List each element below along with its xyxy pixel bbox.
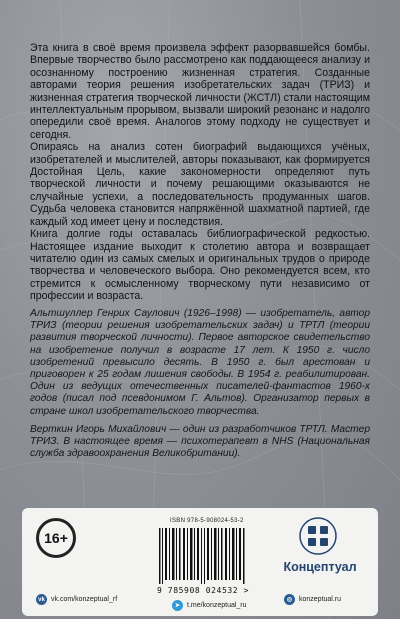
author-bio-altshuller: Альтшуллер Генрих Саулович (1926–1998) — изобретатель, автор ТРИЗ (теории решения изобретательских задач) и ТРТЛ (теории развития творческой личности). Первое авторское свидетельство на изобретение получил в возрасте 17 лет. К 1950 г. число изобретений превысило десять. В 1950 г. был арестован и приговорен к 25 годам лишения свободы. В 1954 г. реабилитирован. Один из ведущих отечественных писателей-фантастов 1960-х годов (писал под псевдонимом Г. Альтов). Организатор первых в стране школ изобретательского творчества. [30, 308, 370, 417]
author-bios [30, 308, 370, 466]
contact-telegram[interactable] [172, 600, 247, 611]
age-rating-badge: 16+ [36, 518, 76, 558]
publisher-name: Концептуал [283, 560, 357, 574]
contact-telegram-label: t.me/konzeptual_ru [187, 602, 247, 609]
telegram-icon: ➤ [172, 600, 183, 611]
globe-icon: ◎ [284, 594, 295, 605]
author-bio-vertkin: Верткин Игорь Михайлович — один из разработчиков ТРТЛ. Мастер ТРИЗ. В настоящее время — психотерапевт в NHS (Национальная служба здравоохранения Великобритании). [30, 423, 370, 460]
description-paragraph: Опираясь на анализ сотен биографий выдающихся учёных, изобретателей и мыслителей, авторы показывают, как формируется Достойная Цель, какие закономерности определяют путь творческой личности и почему решающими оказываются не случайные успехи, а последовательность продуманных шагов. Судьба человека становится напряжённой шахматной партией, где каждый ход имеет цену и последствия. [30, 141, 370, 228]
contact-site[interactable] [284, 594, 341, 605]
contact-vk[interactable] [36, 594, 117, 605]
vk-icon: vk [36, 594, 47, 605]
publisher-logo-icon [298, 516, 338, 556]
publisher-panel [22, 508, 378, 616]
barcode-icon [157, 528, 247, 584]
barcode-number: 9 785908 024532 > [156, 586, 250, 595]
isbn-label: ISBN 978-5-908024-53-2 [170, 518, 244, 524]
description-paragraph: Эта книга в своё время произвела эффект разорвавшейся бомбы. Впервые творчество было рассмотрено как поддающееся анализу и осознанному построению жизненная стратегия. Созданные авторами теория решения изобретательских задач (ТРИЗ) и жизненная стратегия творческой личности (ЖСТЛ) стали настоящим интеллектуальным прорывом, вызвали широкий резонанс и надолго опередили своё время. Аналогов этому подходу не существует и сегодня. [30, 42, 370, 141]
description-paragraph: Книга долгие годы оставалась библиографической редкостью. Настоящее издание выходит к столетию автора и возвращает читателю один из самых смелых и оригинальных трудов о природе творчества и человеческого выбора. Оно рекомендуется всем, кто стремится к осмысленному творческому пути независимо от профессии и возраста. [30, 228, 370, 303]
contact-site-label: konzeptual.ru [299, 596, 342, 603]
book-description [30, 42, 370, 303]
contact-vk-label: vk.com/konzeptual_rf [51, 596, 118, 603]
